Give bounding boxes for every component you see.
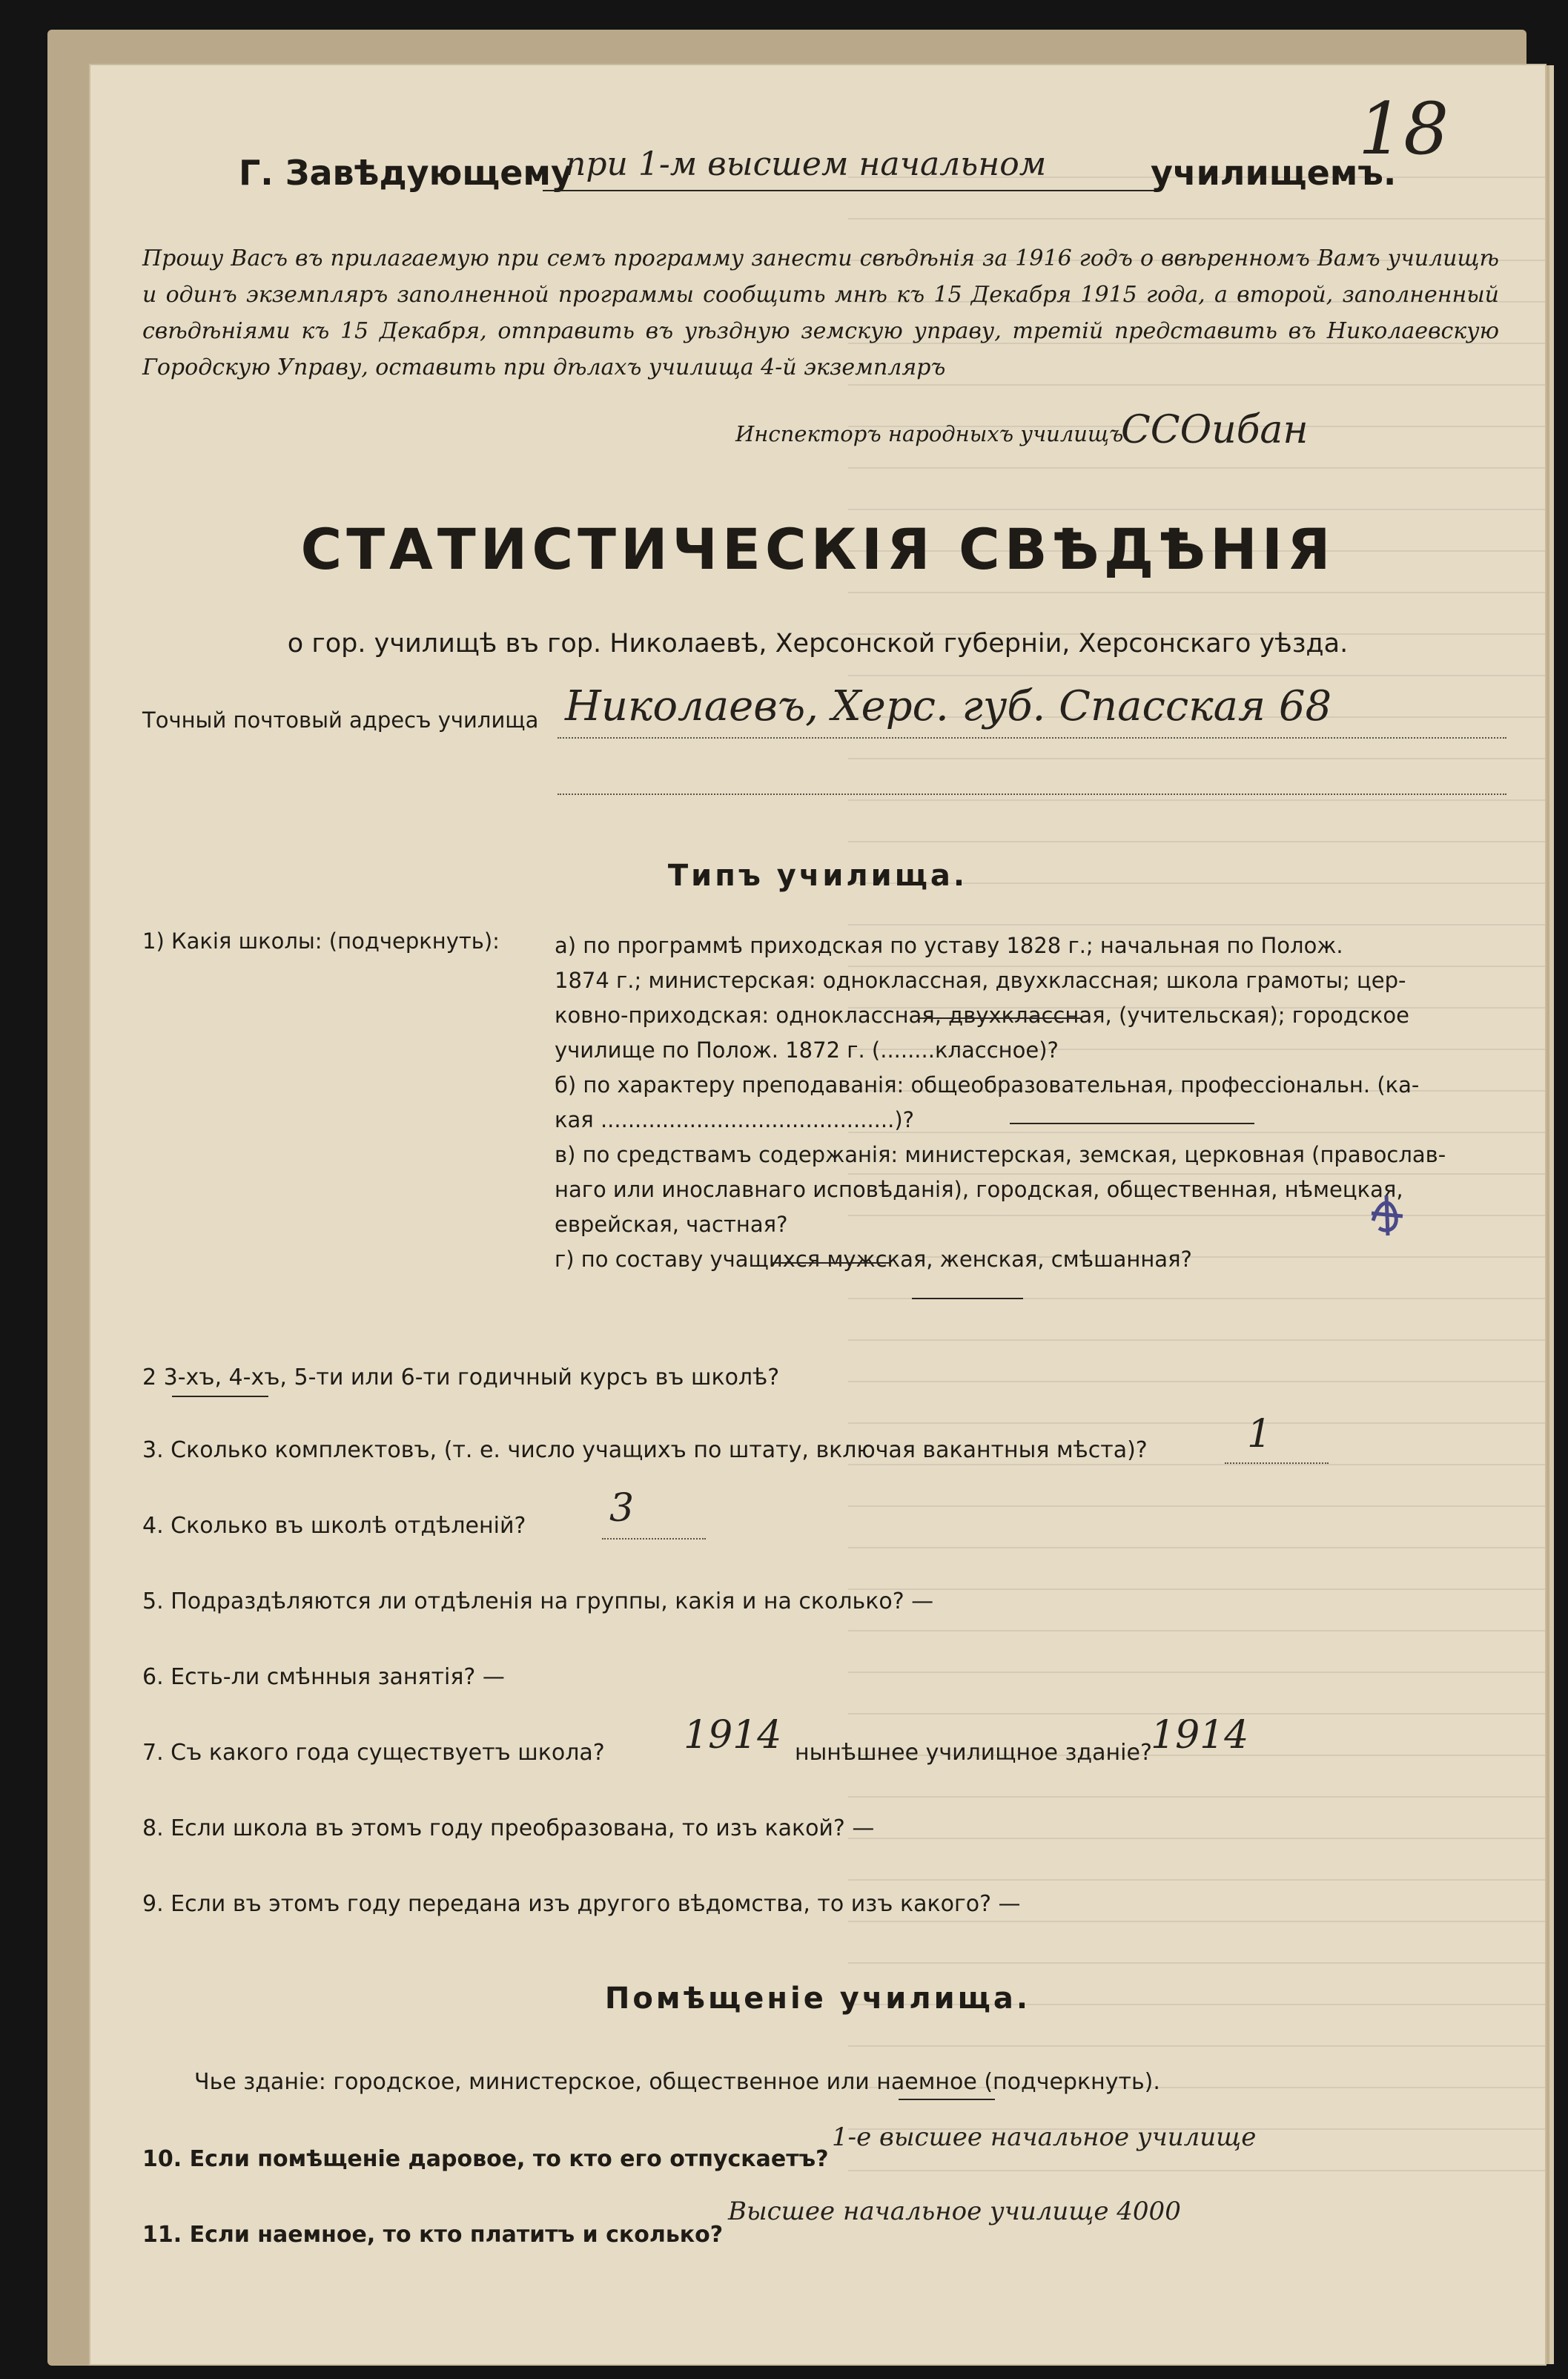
q4-answer-line: [602, 1538, 706, 1540]
document-title: СТАТИСТИЧЕСКІЯ СВѢДѢНІЯ: [300, 516, 1335, 582]
document-page: [90, 65, 1545, 2364]
address-line-1: [558, 737, 1506, 739]
header-handwritten-school: при 1-м высшем начальном: [565, 145, 1047, 183]
underline-odnoklassnaya: [919, 1017, 1082, 1019]
q1-d-line1: г) по составу учащихся мужская, женская, смѣшанная?: [555, 1247, 1192, 1272]
q1-a-line1: а) по программѣ приходская по уставу 1828 г.; начальная по Полож.: [555, 933, 1343, 958]
q1-c-line2: наго или инославнаго исповѣданія), городская, общественная, нѣмецкая,: [555, 1177, 1403, 1202]
q7a-answer: 1914: [684, 1713, 782, 1758]
q5-text: 5. Подраздѣляются ли отдѣленія на группы, какія и на сколько? —: [142, 1588, 934, 1614]
header-fill-line: [543, 190, 1158, 191]
q10-text: 10. Если помѣщеніе даровое, то кто его отпускаетъ?: [142, 2146, 829, 2172]
q10-answer: 1-е высшее начальное училище: [832, 2122, 1257, 2152]
q1-c-line1: в) по средствамъ содержанія: министерская, земская, церковная (православ-: [555, 1142, 1446, 1167]
q3-answer-line: [1225, 1462, 1329, 1464]
q1-b-line1: б) по характеру преподаванія: общеобразовательная, профессіональн. (ка-: [555, 1072, 1420, 1098]
signature-label: Инспекторъ народныхъ училищъ: [735, 421, 1124, 446]
q9-text: 9. Если въ этомъ году передана изъ другого вѣдомства, то изъ какого? —: [142, 1891, 1021, 1917]
document-stack: [47, 30, 1526, 2366]
inspector-signature: ССОибан: [1121, 408, 1309, 452]
header-suffix: училищемъ.: [1151, 153, 1397, 193]
q1-a-line2: 1874 г.; министерская: одноклассная, двухклассная; школа грамоты; цер-: [555, 968, 1406, 993]
q7b-answer: 1914: [1151, 1713, 1249, 1758]
q2-text: 2 3-хъ, 4-хъ, 5-ти или 6-ти годичный курсъ въ школѣ?: [142, 1365, 780, 1390]
q1-a-line4: училище по Полож. 1872 г. (........классное)?: [555, 1037, 1059, 1063]
address-line-2: [558, 793, 1506, 795]
q1-b-line2: кая ...........................................)?: [555, 1107, 915, 1132]
request-paragraph: Прошу Васъ въ прилагаемую при семъ программу занести свѣдѣнія за 1916 годъ о ввѣренномъ Вамъ училищѣ и одинъ экземпляръ заполненной программы сообщить мнѣ къ 15 Декабря 1915 года, а второй, заполненный свѣдѣніями къ 15 Декабря, отправить въ уѣздную земскую управу, третій представить въ Николаевскую Городскую Управу, оставить при дѣлахъ училища 4-й экземпляръ: [142, 245, 1499, 380]
underline-naemnoe: [899, 2099, 995, 2100]
q4-answer: 3: [609, 1486, 635, 1531]
underline-chastnaya: [771, 1262, 890, 1264]
document-subtitle: о гор. училищѣ въ гор. Николаевѣ, Херсонской губерніи, Херсонскаго уѣзда.: [287, 629, 1349, 659]
q1-label: 1) Какія школы: (подчеркнуть):: [142, 928, 500, 954]
q6-text: 6. Есть-ли смѣнныя занятія? —: [142, 1664, 505, 1690]
q3-text: 3. Сколько комплектовъ, (т. е. число учащихъ по штату, включая вакантныя мѣста)?: [142, 1437, 1148, 1463]
q8-text: 8. Если школа въ этомъ году преобразована, то изъ какой? —: [142, 1815, 875, 1841]
address-value: Николаевъ, Херс. губ. Спасская 68: [565, 682, 1332, 730]
q7b-text: нынѣшнее училищное зданіе?: [795, 1740, 1152, 1766]
folio-number: 18: [1358, 88, 1449, 171]
q1-c-line3: еврейская, частная?: [555, 1212, 788, 1237]
q1-a-line3: ковно-приходская: одноклассная, двухклассная, (учительская); городское: [555, 1003, 1409, 1028]
q1-options: [555, 928, 1504, 1277]
underline-muzhskaya: [912, 1298, 1023, 1299]
section-heading-school-type: Типъ училища.: [667, 859, 968, 893]
ink-stamp-mark: [1366, 1191, 1407, 1238]
underline-obshcheobrazovatelnaya: [1010, 1123, 1254, 1124]
q7a-text: 7. Съ какого года существуетъ школа?: [142, 1740, 605, 1766]
header-prefix: Г. Завѣдующему: [239, 153, 573, 193]
section-heading-premises: Помѣщеніе училища.: [604, 1982, 1031, 2016]
whose-building-text: Чье зданіе: городское, министерское, общественное или наемное (подчеркнуть).: [194, 2069, 1160, 2095]
q3-answer: 1: [1247, 1412, 1272, 1456]
address-label: Точный почтовый адресъ училища: [142, 707, 539, 733]
q11-text: 11. Если наемное, то кто платитъ и сколько?: [142, 2222, 724, 2248]
q4-text: 4. Сколько въ школѣ отдѣленій?: [142, 1513, 526, 1539]
q11-answer: Высшее начальное училище 4000: [728, 2197, 1181, 2226]
underline-3-year: [172, 1396, 268, 1397]
